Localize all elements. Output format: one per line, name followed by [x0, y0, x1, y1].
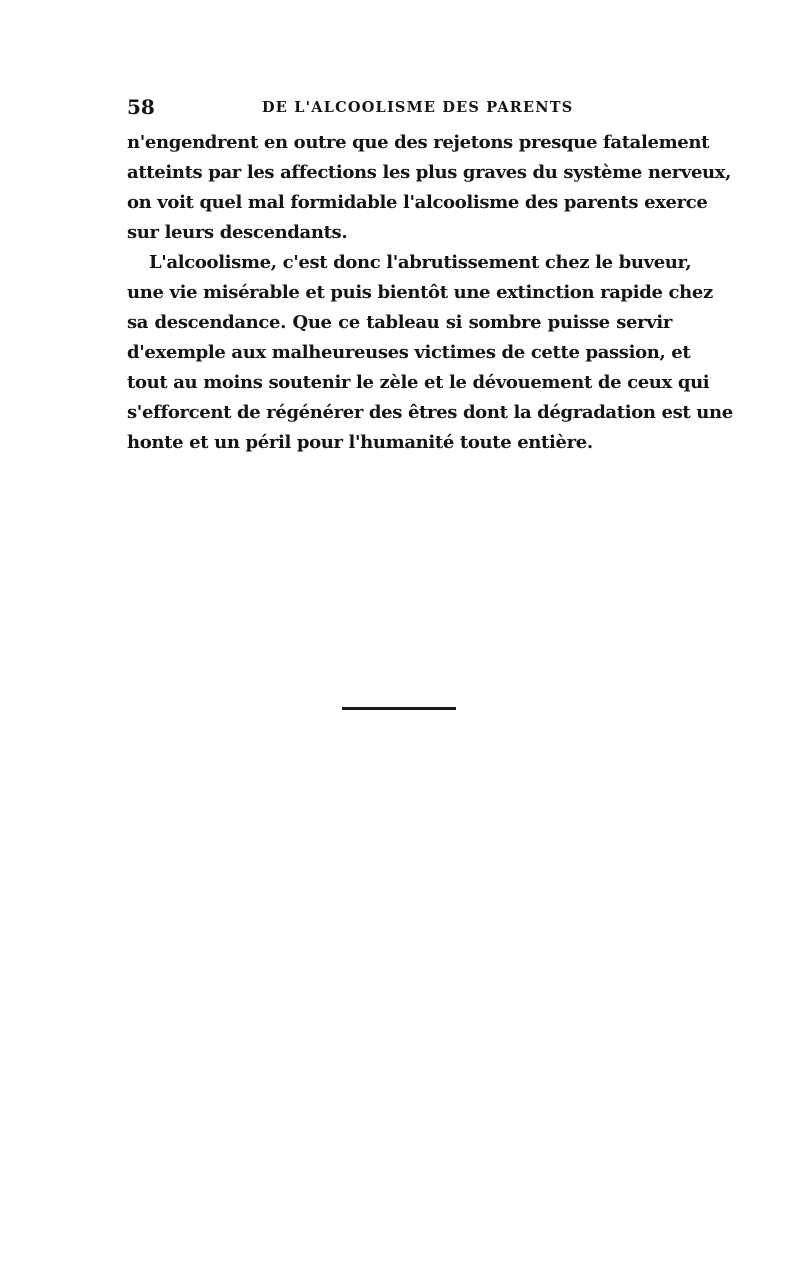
text-line: atteints par les affections les plus graves du système nerveux,	[127, 162, 732, 183]
running-title: DE L'ALCOOLISME DES PARENTS	[262, 99, 574, 116]
text-line: on voit quel mal formidable l'alcoolisme des parents exerce	[127, 192, 708, 213]
text-line: L'alcoolisme, c'est donc l'abrutissement chez le buveur,	[149, 252, 692, 273]
text-line: honte et un péril pour l'humanité toute entière.	[127, 432, 593, 453]
paragraph-1	[127, 128, 732, 248]
text-line: une vie misérable et puis bientôt une extinction rapide chez	[127, 282, 713, 303]
text-line: d'exemple aux malheureuses victimes de cette passion, et	[127, 342, 691, 363]
text-line: s'efforcent de régénérer des êtres dont la dégradation est une	[127, 402, 733, 423]
end-rule	[342, 707, 456, 710]
text-line: sur leurs descendants.	[127, 222, 348, 243]
paragraph-2	[127, 248, 733, 458]
text-line: sa descendance. Que ce tableau si sombre puisse servir	[127, 312, 672, 333]
text-line: tout au moins soutenir le zèle et le dévouement de ceux qui	[127, 372, 710, 393]
text-line: n'engendrent en outre que des rejetons presque fatalement	[127, 132, 710, 153]
body-text	[127, 128, 733, 458]
page-number: 58	[127, 95, 155, 119]
running-head	[127, 95, 672, 121]
